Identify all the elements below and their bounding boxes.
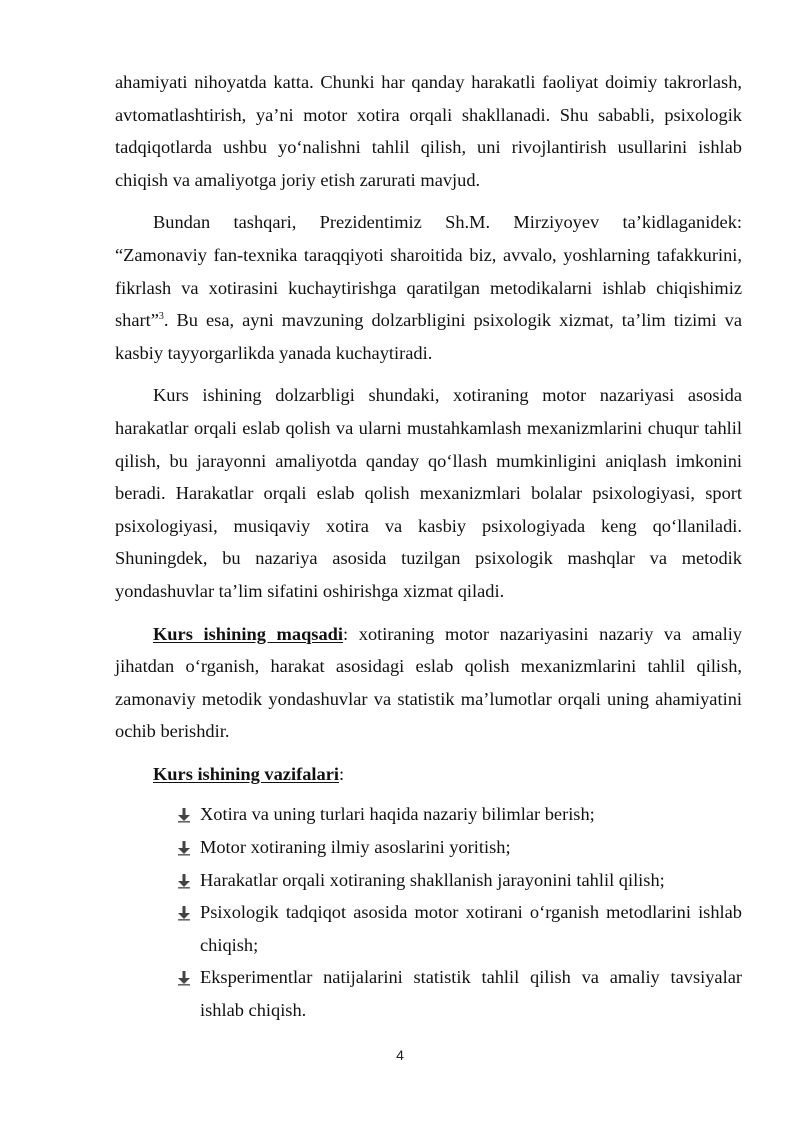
- list-item: Harakatlar orqali xotiraning shakllanish jarayonini tahlil qilish;: [200, 864, 742, 897]
- goal-heading: Kurs ishining maqsadi: [153, 623, 343, 644]
- paragraph-3: Kurs ishining dolzarbligi shundaki, xotiraning motor nazariyasi asosida harakatlar orqali eslab qolish va ularni mustahkamlash mexanizmlarini chuqur tahlil qilish, bu jarayonni amaliyotda qanday qo‘llash mumkinligini aniqlash imkonini beradi. Harakatlar orqali eslab qolish mexanizmlari bolalar psixologiyasi, sport psixologiyasi, musiqaviy xotira va kasbiy psixologiyada keng qo‘llaniladi. Shuningdek, bu nazariya asosida tuzilgan psixologik mashqlar va metodik yondashuvlar ta’lim sifatini oshirishga xizmat qiladi.: [115, 385, 742, 601]
- list-item: Eksperimentlar natijalarini statistik tahlil qilish va amaliy tavsiyalar ishlab chiqish.: [200, 961, 742, 1026]
- tasks-colon: :: [338, 763, 345, 784]
- paragraph-5: [115, 758, 742, 791]
- page-body: [115, 66, 742, 1027]
- goal-text: : xotiraning motor nazariyasini nazariy va amaliy jihatdan o‘rganish, harakat asosidagi eslab qolish mexanizmlarini tahlil qilish, zamonaviy metodik yondashuvlar va statistik ma’lumotlar orqali uning ahamiyatini ochib berishdir.: [115, 623, 742, 742]
- down-arrow-icon: [177, 840, 191, 856]
- page-number: 4: [396, 1047, 404, 1063]
- down-arrow-icon: [177, 873, 191, 889]
- tasks-heading: Kurs ishining vazifalari: [153, 763, 339, 784]
- paragraph-2: [115, 206, 742, 369]
- paragraph-1: ahamiyati nihoyatda katta. Chunki har qanday harakatli faoliyat doimiy takrorlash, avtomatlashtirish, ya’ni motor xotira orqali shakllanadi. Shu sababli, psixologik tadqiqotlarda ushbu yo‘nalishni tahlil qilish, uni rivojlantirish usullarini ishlab chiqish va amaliyotga joriy etish zarurati mavjud.: [115, 72, 742, 190]
- list-item: Xotira va uning turlari haqida nazariy bilimlar berish;: [200, 798, 742, 831]
- paragraph-2-rest: . Bu esa, ayni mavzuning dolzarbligini psixologik xizmat, ta’lim tizimi va kasbiy tayyorgarlikda yanada kuchaytiradi.: [115, 310, 742, 363]
- footnote-ref: 3: [158, 311, 164, 323]
- list-item: Motor xotiraning ilmiy asoslarini yoritish;: [200, 831, 742, 864]
- down-arrow-icon: [177, 905, 191, 921]
- down-arrow-icon: [177, 970, 191, 986]
- paragraph-2-text: Bundan tashqari, Prezidentimiz Sh.M. Mirziyoyev ta’kidlaganidek: “Zamonaviy fan-texnika taraqqiyoti sharoitida biz, avvalo, yoshlarning tafakkurini, fikrlash va xotirasini kuchaytirishga qaratilgan metodikalarni ishlab chiqishimiz shart”: [115, 212, 742, 331]
- down-arrow-icon: [177, 807, 191, 823]
- list-item: Psixologik tadqiqot asosida motor xotirani o‘rganish metodlarini ishlab chiqish;: [200, 896, 742, 961]
- paragraph-4: [115, 618, 742, 748]
- task-list: [115, 798, 742, 1026]
